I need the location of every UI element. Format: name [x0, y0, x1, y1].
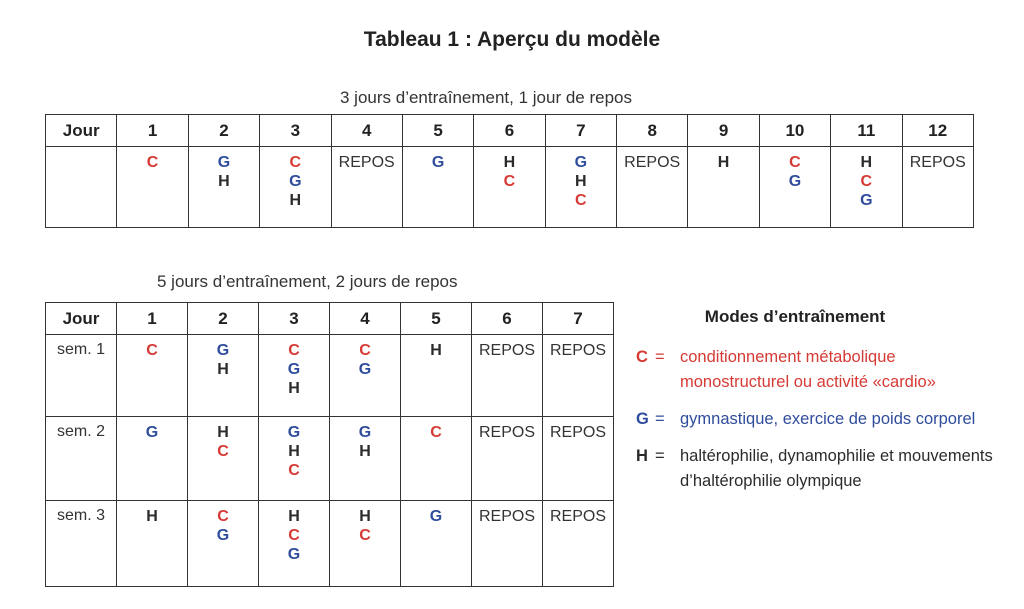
- rest-day-cell: REPOS: [472, 417, 543, 501]
- table1-day-header: 11: [831, 115, 902, 147]
- table1-day-header: 3: [260, 115, 331, 147]
- mode-c-mark: C: [359, 342, 371, 359]
- mode-g-mark: G: [429, 508, 443, 525]
- training-day-cell: [474, 147, 545, 228]
- mode-h-mark: H: [503, 154, 516, 171]
- rest-day-cell: REPOS: [617, 147, 688, 228]
- mode-c-mark: C: [288, 342, 300, 359]
- training-day-cell: [688, 147, 759, 228]
- training-day-cell: [330, 417, 401, 501]
- mode-g-mark: G: [289, 173, 302, 190]
- table1-day-header: 5: [402, 115, 473, 147]
- page-title: Tableau 1 : Aperçu du modèle: [363, 28, 661, 51]
- rest-day-cell: REPOS: [331, 147, 402, 228]
- rest-day-cell: REPOS: [472, 335, 543, 417]
- legend-equals: =: [655, 410, 665, 428]
- mode-g-mark: G: [431, 154, 445, 171]
- mode-g-mark: G: [217, 154, 231, 171]
- mode-c-mark: C: [146, 154, 159, 171]
- mode-c-mark: C: [789, 154, 801, 171]
- training-day-cell: [401, 417, 472, 501]
- mode-h-mark: H: [146, 508, 158, 525]
- training-day-cell: [402, 147, 473, 228]
- week-row: [46, 335, 614, 417]
- mode-h-mark: H: [218, 173, 230, 190]
- training-day-cell: [117, 335, 188, 417]
- mode-c-mark: C: [575, 192, 587, 209]
- table-3-days: [45, 114, 974, 228]
- training-day-cell: [401, 501, 472, 587]
- mode-g-mark: G: [287, 424, 301, 441]
- table2-header-label: Jour: [46, 303, 117, 335]
- mode-g-mark: G: [574, 154, 588, 171]
- mode-h-mark: H: [289, 192, 302, 209]
- mode-h-mark: H: [359, 508, 371, 525]
- mode-h-mark: H: [430, 342, 442, 359]
- training-day-cell: [188, 335, 259, 417]
- mode-h-mark: H: [217, 424, 229, 441]
- mode-c-mark: C: [430, 424, 442, 441]
- mode-c-mark: C: [217, 443, 229, 460]
- mode-g-mark: G: [145, 424, 159, 441]
- table2-header-row: [46, 303, 614, 335]
- table-5-days: [45, 302, 614, 587]
- rest-day-cell: REPOS: [543, 501, 614, 587]
- training-day-cell: [259, 335, 330, 417]
- table1-day-header: 8: [617, 115, 688, 147]
- training-day-cell: [401, 335, 472, 417]
- training-day-cell: [759, 147, 830, 228]
- rest-day-cell: REPOS: [472, 501, 543, 587]
- training-day-cell: [117, 501, 188, 587]
- table1-header-label: Jour: [46, 115, 117, 147]
- rest-day-cell: REPOS: [543, 335, 614, 417]
- table2-day-header: 1: [117, 303, 188, 335]
- week-label: sem. 2: [46, 417, 117, 501]
- rest-day-cell: REPOS: [543, 417, 614, 501]
- mode-g-mark: G: [287, 361, 301, 378]
- mode-h-mark: H: [217, 361, 229, 378]
- training-day-cell: [259, 501, 330, 587]
- table2-day-header: 3: [259, 303, 330, 335]
- mode-g-mark: G: [287, 546, 301, 563]
- week-row: [46, 417, 614, 501]
- table2-caption: 5 jours d’entraînement, 2 jours de repos: [157, 272, 458, 291]
- legend-equals: =: [655, 447, 665, 465]
- training-day-cell: [188, 147, 259, 228]
- legend-item-g: [636, 407, 996, 432]
- mode-g-mark: G: [216, 342, 230, 359]
- legend-text-h: haltérophilie, dynamophilie et mouvements d’haltérophilie olympique: [680, 447, 993, 490]
- training-day-cell: [330, 501, 401, 587]
- legend-key-h: H: [636, 447, 648, 465]
- table2-day-header: 2: [188, 303, 259, 335]
- table2-day-header: 6: [472, 303, 543, 335]
- mode-g-mark: G: [216, 527, 230, 544]
- mode-h-mark: H: [359, 443, 371, 460]
- legend-equals: =: [655, 348, 665, 366]
- rest-day-cell: REPOS: [902, 147, 974, 228]
- legend-item-c: [636, 345, 996, 395]
- mode-h-mark: H: [860, 154, 873, 171]
- mode-c-mark: C: [217, 508, 229, 525]
- table1-day-header: 10: [759, 115, 830, 147]
- table1-day-header: 9: [688, 115, 759, 147]
- training-day-cell: [117, 417, 188, 501]
- training-day-cell: [330, 335, 401, 417]
- table1-day-header: 1: [117, 115, 188, 147]
- table1-day-header: 2: [188, 115, 259, 147]
- mode-h-mark: H: [288, 508, 300, 525]
- table1-body-row: [46, 147, 974, 228]
- table2-day-header: 7: [543, 303, 614, 335]
- table1-day-header: 6: [474, 115, 545, 147]
- mode-c-mark: C: [146, 342, 158, 359]
- mode-c-mark: C: [288, 462, 300, 479]
- legend-key-g: G: [636, 410, 649, 428]
- mode-h-mark: H: [288, 380, 300, 397]
- mode-h-mark: H: [717, 154, 730, 171]
- mode-g-mark: G: [358, 361, 372, 378]
- table1-empty-label-cell: [46, 147, 117, 228]
- training-day-cell: [188, 501, 259, 587]
- table1-day-header: 12: [902, 115, 974, 147]
- legend-key-c: C: [636, 348, 648, 366]
- mode-c-mark: C: [503, 173, 516, 190]
- training-day-cell: [260, 147, 331, 228]
- legend-title: Modes d’entraînement: [704, 307, 886, 326]
- week-label: sem. 3: [46, 501, 117, 587]
- legend-item-h: [636, 444, 996, 494]
- training-day-cell: [545, 147, 616, 228]
- mode-g-mark: G: [358, 424, 372, 441]
- legend-text-c: conditionnement métabolique monostructurel ou activité «cardio»: [680, 348, 936, 391]
- mode-c-mark: C: [860, 173, 873, 190]
- mode-g-mark: G: [788, 173, 802, 190]
- table1-caption: 3 jours d’entraînement, 1 jour de repos: [340, 88, 633, 107]
- table1-header-row: [46, 115, 974, 147]
- table1-day-header: 4: [331, 115, 402, 147]
- mode-c-mark: C: [288, 527, 300, 544]
- legend-text-g: gymnastique, exercice de poids corporel: [680, 410, 976, 428]
- table1-day-header: 7: [545, 115, 616, 147]
- mode-c-mark: C: [289, 154, 302, 171]
- week-row: [46, 501, 614, 587]
- mode-h-mark: H: [288, 443, 300, 460]
- training-day-cell: [831, 147, 902, 228]
- mode-c-mark: C: [359, 527, 371, 544]
- week-label: sem. 1: [46, 335, 117, 417]
- training-day-cell: [117, 147, 188, 228]
- training-day-cell: [259, 417, 330, 501]
- mode-h-mark: H: [575, 173, 587, 190]
- training-day-cell: [188, 417, 259, 501]
- mode-g-mark: G: [860, 192, 873, 209]
- table2-day-header: 5: [401, 303, 472, 335]
- legend: [636, 307, 996, 494]
- table2-day-header: 4: [330, 303, 401, 335]
